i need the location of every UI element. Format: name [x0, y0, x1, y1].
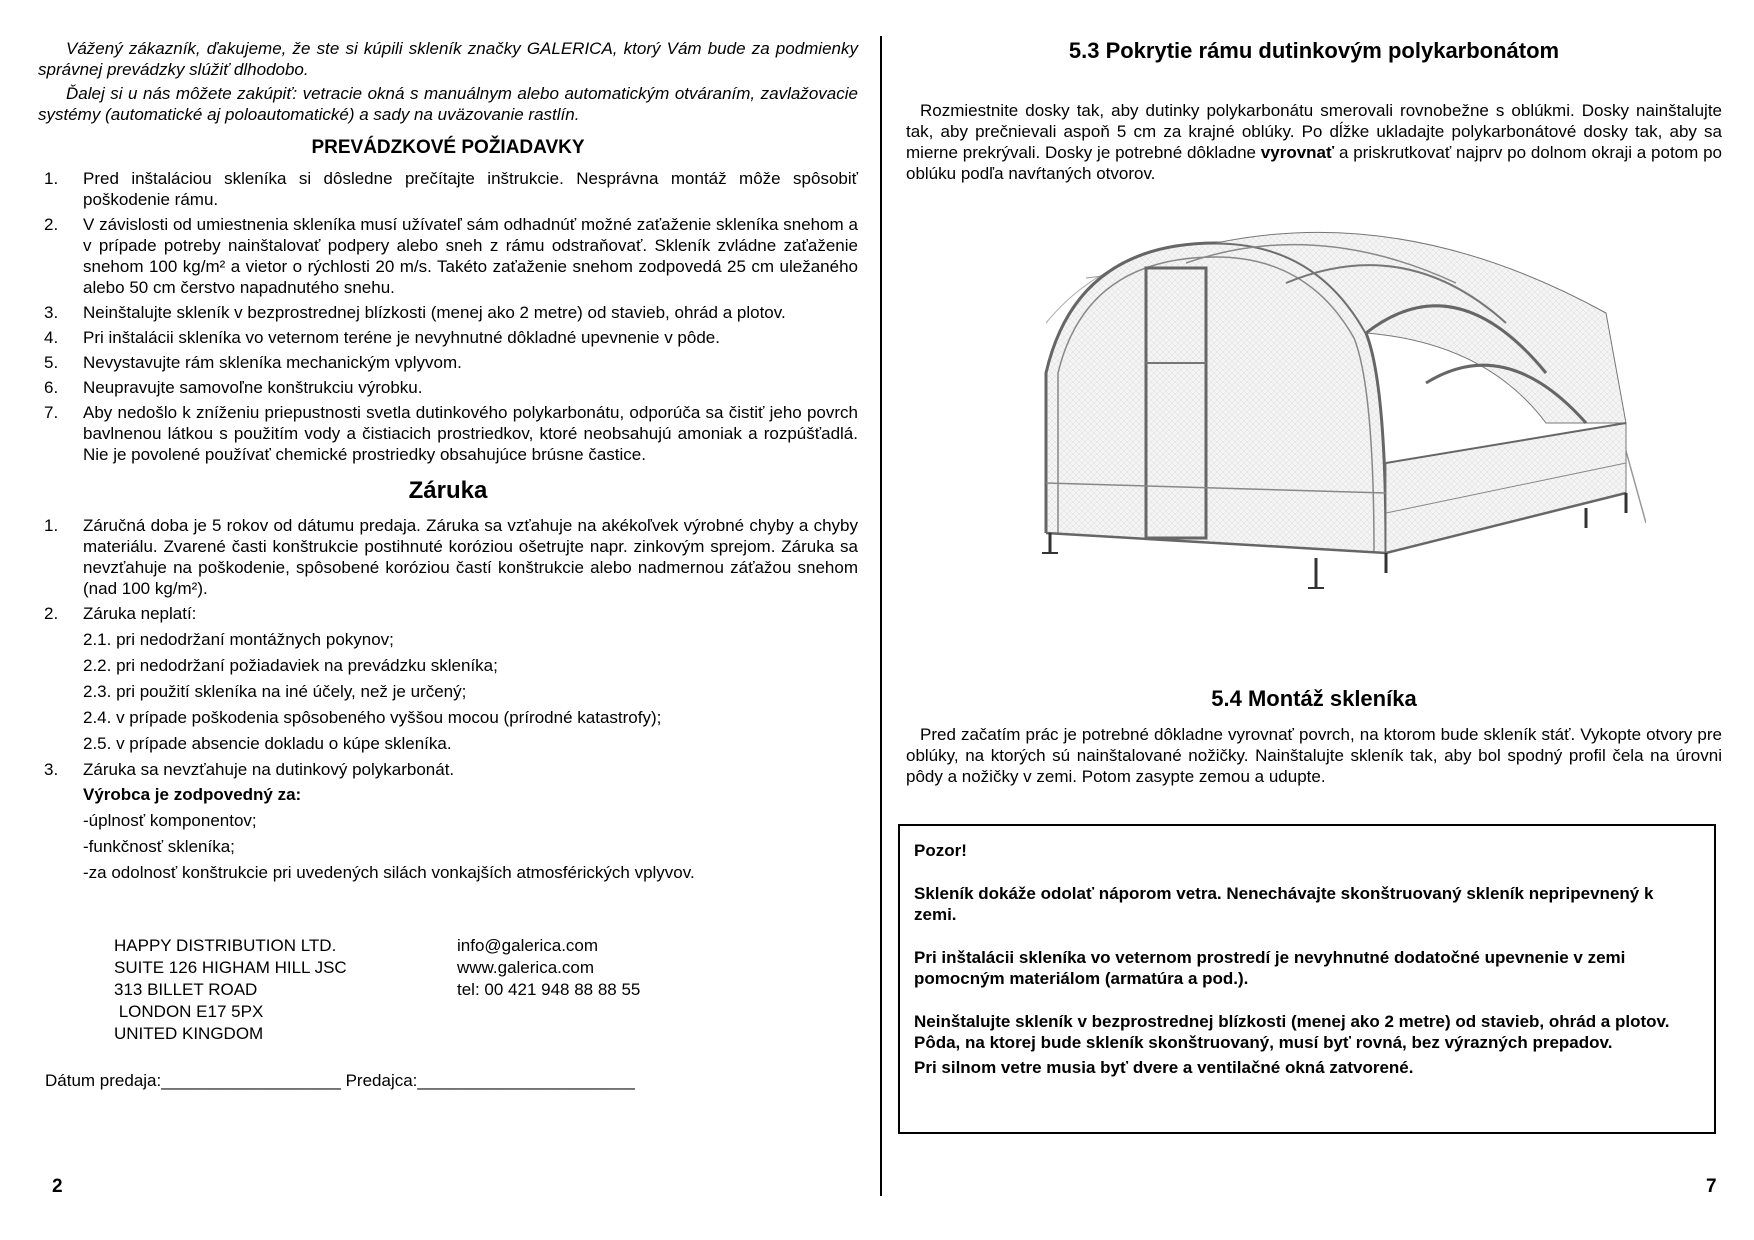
list-item: 4. Pri inštalácii skleníka vo veternom teréne je nevyhnutné dôkladné upevnenie v pôde.: [44, 328, 720, 347]
warranty-list: [38, 515, 858, 624]
list-item: 7. Aby nedošlo k zníženiu priepustnosti svetla dutinkového polykarbonátu, odporúča sa čistiť jeho povrch bavlnenou látkou s použitím vody a čistiacich prostriedkov, ktoré neobsahujú amoniak a rozpúšťadlá. Nie je povolené používať chemické prostriedky obsahujúce brúsne častice.: [44, 403, 858, 464]
list-item: 1. Záručná doba je 5 rokov od dátumu predaja. Záruka sa vzťahuje na akékoľvek výrobné chyby a chyby materiálu. Zvarené časti konštrukcie postihnuté koróziou ošetrujte napr. zinkovým sprejom. Záruka sa nevzťahuje na poškodenie, spôsobené koróziou častí konštrukcie alebo nadmernou záťažou snehom (nad 100 kg/m²).: [44, 516, 858, 598]
warranty-heading: Záruka: [408, 477, 488, 504]
requirements-heading: PREVÁDZKOVÉ POŽIADAVKY: [311, 137, 585, 158]
page-number-left: 2: [52, 1176, 63, 1197]
left-page: [38, 38, 858, 888]
intro-paragraph-2: Ďalej si u nás môžete zakúpiť: vetracie okná s manuálnym alebo automatickým otváraním, zavlažovacie systémy (automatické aj poloautomatické) a sady na uväzovanie rastlín.: [38, 84, 858, 124]
producer-heading: Výrobca je zodpovedný za:: [83, 785, 302, 804]
phone-text: tel: 00 421 948 88 88 55: [457, 980, 641, 999]
section-5-3-heading: 5.3 Pokrytie rámu dutinkovým polykarbonátom: [1068, 38, 1560, 63]
warning-text: Pôda, na ktorej bude skleník skonštruovaný, musí byť rovná, bez výrazných prepadov.: [914, 1033, 1613, 1052]
list-item: 3. Záruka sa nevzťahuje na dutinkový polykarbonát.: [44, 760, 455, 779]
list-item: 1. Pred inštaláciou skleníka si dôsledne prečítajte inštrukcie. Nesprávna montáž môže spôsobiť poškodenie rámu.: [44, 169, 858, 209]
section-5-4-heading: 5.4 Montáž skleníka: [1211, 686, 1417, 711]
list-item: 2. Záruka neplatí:: [44, 604, 197, 623]
list-item: -úplnosť komponentov;: [83, 811, 257, 830]
warranty-list-continued: [38, 759, 858, 780]
email-text: info@galerica.com: [457, 936, 599, 955]
producer-responsibility: [38, 784, 858, 883]
list-item: 2.1. pri nedodržaní montážnych pokynov;: [83, 630, 394, 649]
warning-text: Skleník dokáže odolať náporom vetra. Nenechávajte skonštruovaný skleník nepripevnený k zemi.: [914, 884, 1654, 924]
greenhouse-illustration: [986, 223, 1646, 663]
list-item: 2.5. v prípade absencie dokladu o kúpe skleníka.: [83, 734, 452, 753]
requirements-list: [38, 168, 858, 465]
warning-box: [898, 824, 1716, 1134]
warning-text: Neinštalujte skleník v bezprostrednej blízkosti (menej ako 2 metre) od stavieb, ohrád a plotov.: [914, 1012, 1670, 1031]
warranty-exclusions: [38, 629, 858, 754]
website-text: www.galerica.com: [457, 958, 594, 977]
list-item: 2.2. pri nedodržaní požiadaviek na prevádzku skleníka;: [83, 656, 498, 675]
list-item: 3. Neinštalujte skleník v bezprostrednej blízkosti (menej ako 2 metre) od stavieb, ohrád a plotov.: [44, 303, 786, 322]
company-contact: [457, 935, 640, 1001]
page-divider: [880, 36, 882, 1196]
intro-paragraph-1: Vážený zákazník, ďakujeme, že ste si kúpili skleník značky GALERICA, ktorý Vám bude za podmienky správnej prevádzky slúžiť dlhodobo.: [38, 39, 858, 79]
list-item: -za odolnosť konštrukcie pri uvedených silách vonkajších atmosférických vplyvov.: [83, 863, 695, 882]
company-address: HAPPY DISTRIBUTION LTD. SUITE 126 HIGHAM HILL JSC 313 BILLET ROAD LONDON E17 5PX UNITED KINGDOM: [114, 936, 347, 1043]
section-5-3-text: Rozmiestnite dosky tak, aby dutinky polykarbonátu smerovali rovnobežne s oblúkmi. Dosky nainštalujte tak, aby prečnievali aspoň 5 cm za krajné oblúky. Po dĺžke ukladajte polykarbonátové dosky tak, aby sa mierne prekrývali. Dosky je potrebné dôkladne vyrovnať a priskrutkovať najprv po dolnom okraji a potom po oblúku podľa navŕtaných otvorov.: [906, 101, 1723, 183]
list-item: 2.3. pri použití skleníka na iné účely, než je určený;: [83, 682, 467, 701]
section-5-4-text: Pred začatím prác je potrebné dôkladne vyrovnať povrch, na ktorom bude skleník stáť. Vykopte otvory pre oblúky, na ktorých sú nainštalované nožičky. Nainštalujte skleník tak, aby bol spodný profil čela na úrovni pôdy a nožičky v zemi. Potom zasypte zemou a udupte.: [906, 725, 1722, 786]
page-number-right: 7: [1706, 1176, 1717, 1197]
list-item: 5. Nevystavujte rám skleníka mechanickým vplyvom.: [44, 353, 462, 372]
list-item: 2.4. v prípade poškodenia spôsobeného vyššou mocou (prírodné katastrofy);: [83, 708, 662, 727]
warning-text: Pri silnom vetre musia byť dvere a ventilačné okná zatvorené.: [914, 1058, 1414, 1077]
right-page: [906, 38, 1723, 1077]
list-item: -funkčnosť skleníka;: [83, 837, 235, 856]
warning-text: Pri inštalácii skleníka vo veternom prostredí je nevyhnutné dodatočné upevnenie v zemi pomocným materiálom (armatúra a pod.).: [914, 948, 1626, 988]
list-item: 2. V závislosti od umiestnenia skleníka musí užívateľ sám odhadnúť možné zaťaženie skleníka snehom a v prípade potreby nainštalovať podpery alebo sneh z rámu odstraňovať. Skleník zvládne zaťaženie snehom 100 kg/m² a vietor o rýchlosti 20 m/s. Takéto zaťaženie snehom zodpovedá 25 cm uležaného alebo 50 cm čerstvo napadnutého snehu.: [44, 215, 858, 297]
warning-title: Pozor!: [914, 841, 967, 860]
list-item: 6. Neupravujte samovoľne konštrukciu výrobku.: [44, 378, 423, 397]
sale-date-seller-line: Dátum predaja:___________________ Predajca:_______________________: [45, 1071, 635, 1090]
